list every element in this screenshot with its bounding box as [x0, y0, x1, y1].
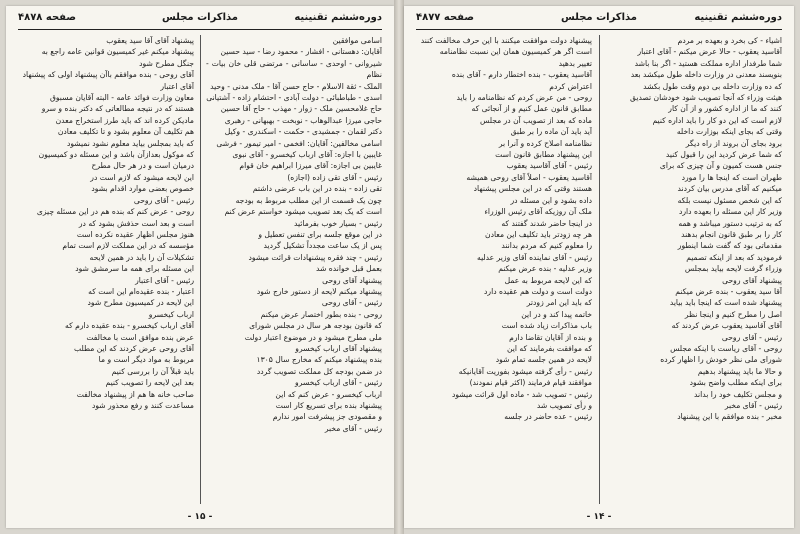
book-gutter	[394, 0, 404, 534]
text-line: الملک - ثقة الاسلام - حاج حسن آقا - ملک مدنی - وحید	[210, 81, 382, 91]
text-line: پیشنهاد آقای آقا سید یعقوب	[106, 36, 194, 45]
text-line: حاج غلامحسین ملک - زوار - مهذب - حاج آقا حسین	[220, 104, 382, 114]
text-line: رئیس - آقای مخبر	[324, 423, 382, 433]
text-line: جنس هست کمیون و آن چیزی که برای	[659, 161, 782, 171]
text-line: اعتراض کردم	[549, 81, 592, 91]
page-number-label: صفحه ۴۸۷۸	[18, 12, 77, 23]
text-line: عرض بنده موافق است با مخالفت	[86, 332, 194, 342]
text-line: که این شخص مسئول نیست بلکه	[677, 195, 782, 205]
text-line: رئیس - بسیار خوب بفرمائید	[294, 218, 382, 228]
text-line: روحی - بنده بطور اختصار عرض میکنم	[260, 309, 382, 319]
text-line: میکنیم که آقای مدرس بیان کردند	[677, 184, 782, 194]
text-line: هستند که در نتیجه مطالعاتی که دکتر بنده و سرو	[41, 104, 194, 114]
text-line: آقای ارباب کیخسرو - بنده عقیده دارم که	[65, 321, 194, 331]
text-line: رئیس - آقای مخبر	[724, 401, 782, 410]
text-line: مساعدت کنند و رفع محذور شود	[91, 401, 194, 410]
page-header	[18, 12, 382, 26]
text-line: بنویسند معدنی در وزارت داخله طول میکشد بعد	[630, 70, 782, 80]
text-line: که شما عرض کردید این را قبول کنید	[665, 150, 782, 160]
column-divider	[599, 35, 600, 504]
text-line: پیشنهاد آقای روحی	[322, 275, 382, 285]
text-line: رئیس - آقای نماینده آقای وزیر عدلیه	[477, 252, 592, 262]
text-line: بنده پیشنهاد میکنم که مخارج سال ۱۳۰۵	[256, 355, 382, 365]
text-line: برای اینکه مطلب واضح بشود	[689, 378, 782, 388]
text-line: برود بجای آن بروند از راه دیگر	[685, 138, 782, 148]
text-line: شیروانی - اوحدی - ساسانی - مرتضی قلی خان بیات - نظام	[206, 58, 382, 80]
text-line: در این موقع جلسه برای تنفس تعطیل و	[258, 229, 382, 239]
column-divider	[200, 35, 201, 504]
text-line: تغییر بدهید	[558, 58, 592, 68]
text-line: بعد این لایحه را تصویب کنیم	[105, 378, 194, 388]
text-line: پیشنهاد دولت موافقت میکنند با این حرف مخالفت کنند	[420, 36, 592, 45]
text-line: مادیکن کرده اند که باید طرز استخراج معدن	[55, 115, 194, 125]
text-line: غایبین بی اجازه: آقای میرزا ابراهیم خان قوام	[239, 161, 382, 171]
text-line: رئیس - آقای آقاسید یعقوب	[506, 161, 592, 171]
text-line: ارباب کیخسرو	[148, 309, 194, 319]
text-line: باید قبلاً آن را بررسی کنیم	[111, 366, 194, 376]
text-line: رئیس - چند فقره پیشنهادات قرائت میشود	[248, 252, 382, 262]
text-line: اصل را مطرح کنیم و اینجا نظر	[684, 309, 782, 319]
text-line: رئیس - آقای ارباب کیخسرو	[295, 378, 382, 388]
text-line: مخبر - بنده موافقم با این پیشنهاد	[677, 412, 782, 422]
text-line: که قانون بودجه هر سال در مجلس شورای	[249, 321, 382, 331]
text-line: آقای روحی - بنده موافقم باآن پیشنهاد اولی که پیشنهاد	[22, 70, 194, 80]
text-line: این مسئله برای همه ما سرمشق شود	[75, 264, 194, 274]
text-line: آقا سید یعقوب - بنده عرض میکنم	[675, 286, 782, 296]
text-line: که باید این امر زودتر	[526, 298, 592, 308]
text-line: نظامنامه اصلاح کرده و آنرا بر	[498, 138, 592, 148]
text-line: رئیس - تصویب شد - ماده اول قرائت میشود	[451, 389, 592, 399]
text-line: اسامی مخالفین: آقایان: افخمی - امیر تیمور - فرشی	[216, 138, 382, 148]
text-line: رئیس - آقای روحی	[721, 332, 782, 342]
text-line: در اینجا حاضر شدند گفتند که	[501, 218, 592, 228]
text-line: پیشنهاد میکنم لایحه از دستور خارج شود	[256, 286, 382, 296]
text-column-left	[416, 35, 592, 504]
text-line: درمیان است و در هر حال مطرح	[91, 161, 194, 171]
text-line: و مجلس تکلیف خود را بداند	[694, 389, 782, 399]
text-line: که به ترتیب دستور میباشد و همه	[678, 218, 782, 228]
text-line: مقدماتی بود که گفت شما اینطور	[677, 241, 782, 251]
text-line: دکتر لقمان - جمشیدی - حکمت - اسکندری - وکیل	[224, 127, 382, 137]
text-line: و حالا ما باید پیشنهاد بدهیم	[697, 366, 782, 376]
text-line: پیشنهاد بنده برای تسریع کار است	[275, 401, 382, 410]
page-footer-number: - ۱۴ -	[586, 512, 612, 522]
session-label: دوره‌ششم تقنینیه	[694, 12, 782, 23]
text-line: کنند که ما از اداره کشور و از آن کار	[668, 104, 782, 114]
header-rule	[416, 29, 782, 30]
text-line: ارباب کیخسرو - عرض کنم که این	[275, 389, 382, 399]
text-line: اشیاء - کی بخرد و بعهده بر مردم	[677, 36, 782, 45]
text-line: که موکول بعدازآن باشد و این مسئله دو کمیسیون	[38, 150, 194, 160]
text-line: کار را بر طبق قانون انجام بدهند	[681, 229, 782, 239]
text-line: اسامی موافقین	[332, 36, 382, 45]
text-line: ملک آن روزیکه آقای رئیس الوزراء	[484, 207, 592, 217]
text-line: طهران است که اینجا ها را مورد	[681, 172, 782, 182]
header-rule	[18, 29, 382, 30]
text-line: چون یک قسمت از این مطلب مربوط به بودجه	[235, 195, 382, 205]
text-line: وزراء گرفت لایحه بیاید بمجلس	[684, 264, 782, 274]
right-page	[404, 6, 794, 528]
text-line: ملی مطرح میشود و در موضوع اعتبار دولت	[244, 332, 382, 342]
text-line: آقای روحی عرض کردند که این مطلب	[74, 343, 194, 353]
text-line: رئیس - آقای روحی	[321, 298, 382, 308]
text-line: جنگل مطرح شود	[139, 58, 194, 68]
text-line: معاون وزارت فوائد عامه - البته آقایان مسبوق	[49, 93, 194, 103]
header-title: مذاکرات مجلس	[560, 12, 638, 23]
text-line: پیشنهاد آقای ارباب کیخسرو	[295, 343, 382, 353]
text-line: موافقند قیام فرمایند (اکثر قیام نمودند)	[469, 378, 592, 388]
text-line: هستند وقتی که در این مجلس پیشنهاد	[473, 184, 592, 194]
session-label: دوره‌ششم تقنینیه	[294, 12, 382, 23]
page-header	[416, 12, 782, 26]
text-line: در ضمن بودجه کل مملکت تصویب گردد	[256, 366, 382, 376]
text-line: بعمل قبل خوانده شد	[316, 264, 382, 274]
text-line: وزیر کار این مسئله را بعهده دارد	[679, 207, 782, 217]
left-page	[6, 6, 394, 528]
text-line: که این لایحه مربوط به عمل	[504, 275, 592, 285]
text-line: روحی - آقای ریاست با اینکه مجلس	[670, 343, 782, 353]
text-line: هنوز مجلس اظهار عقیده نکرده است	[76, 229, 194, 239]
text-line: پیشنهاد شده است که اینجا باید بیاید	[669, 298, 782, 308]
text-line: داده بشود و این مسئله در	[510, 195, 592, 205]
text-line: تشکیلات آن را باید در همین لایحه	[89, 252, 194, 262]
text-line: و مقصودی جز پیشرفت امور ندارم	[272, 412, 382, 422]
text-column-right	[206, 35, 382, 504]
text-line: روحی - من عرض کردم که نظامنامه را باید	[456, 93, 592, 103]
text-line: مطابق قانون عمل کنیم و از آنجائی که	[471, 104, 592, 114]
text-line: است که یک بعد تصویب میشود خواستم عرض کنم	[224, 207, 382, 217]
text-line: آقای آقاسید یعقوب عرض کردند که	[671, 321, 782, 331]
text-line: مؤسسه که در این مملکت لازم است تمام	[62, 241, 194, 251]
text-line: فرمودید که بعد از اینکه تصمیم	[686, 252, 782, 262]
text-line: است اگر هر کمیسیون همان این نسبت نظامنامه	[439, 47, 592, 57]
text-line: غایبین با اجازه: آقای ارباب کیخسرو - آقای نبوی	[232, 150, 382, 160]
text-line: مربوط به مواد دیگر است و ما	[98, 355, 194, 365]
text-line: آقایان: دهستانی - افشار - محمود رضا - سید حسین	[220, 47, 382, 57]
text-column-left	[18, 35, 194, 504]
text-line: رئیس - آقای اعتبار	[135, 275, 194, 285]
text-line: را معلوم کنیم که مردم بدانند	[501, 241, 592, 251]
text-line: پیشنهاد آقای روحی	[722, 275, 782, 285]
text-line: آقاسید یعقوب - حالا عرض میکنم - آقای اعتبار	[637, 47, 782, 57]
text-line: رئیس - عده حاضر در جلسه	[504, 412, 592, 422]
text-line: خاتمه پیدا کند و در این	[521, 309, 592, 319]
text-line: شما طرفدار اداره مملکت هستید - اگر بنا باشد	[634, 58, 782, 68]
text-line: که باید بمجلس بیاید معلوم نشود نمیشود	[66, 138, 194, 148]
text-line: رئیس - آقای روحی	[133, 195, 194, 205]
text-line: وزیر عدلیه - بنده عرض میکنم	[498, 264, 592, 274]
text-line: که ده وزارت داخله بی دوم وقت طول بکشد	[643, 81, 782, 91]
text-line: رئیس - آقای تقی زاده (اجازه)	[287, 172, 382, 182]
text-line: وقتی که بجای اینکه بوزارت داخله	[676, 127, 782, 137]
text-line: این پیشنهاد مطابق قانون است	[495, 150, 592, 160]
text-line: صاحب خانه ها هم از پیشنهاد مخالفت	[76, 389, 194, 399]
text-line: دولت است و دولت هم عقیده دارد	[484, 286, 592, 296]
text-line: هم تکلیف آن معلوم بشود و تا تکلیف معادن	[57, 127, 194, 137]
text-line: است و بعد است حذفش بشود که در	[78, 218, 194, 228]
text-line: آقاسید یعقوب - اصلاً آقای روحی همیشه	[466, 172, 592, 182]
text-line: هیئت وزراء که آنجا تصویب شود خودشان تصدیق	[630, 93, 782, 103]
text-line: و بنده از آقایان تقاضا دارم	[509, 332, 592, 342]
text-line: باب مذاکرات زیاد شده است	[501, 321, 592, 331]
text-line: این لایحه در کمیسیون مطرح شود	[87, 298, 194, 308]
text-line: پیشنهاد میکنم غیر کمیسیون قوانین عامه راجع به	[41, 47, 194, 57]
text-line: تقی زاده - بنده در این باب عرضی داشتم	[252, 184, 382, 194]
text-line: شورای ملی نظر خودش را اظهار کرده	[660, 355, 782, 365]
page-footer-number: - ۱۵ -	[187, 512, 213, 522]
text-line: و رأی تصویب شد	[536, 401, 592, 410]
text-column-right	[606, 35, 782, 504]
text-line: آقاسید یعقوب - بنده اختطار دارم - آقای بنده	[451, 70, 592, 80]
text-line: رئیس - رأی گرفته میشود بفوریت آقایانیکه	[458, 366, 592, 376]
text-line: ماده که بعد از تصویب آن در مجلس	[480, 115, 592, 125]
text-line: خصوص بعضی موارد اقدام بشود	[91, 184, 194, 194]
text-line: روحی - عرض کنم که بنده هم در این مسئله چیزی	[36, 207, 194, 217]
header-title: مذاکرات مجلس	[161, 12, 239, 23]
text-line: اعتبار - بنده عقیده‌ام این است که	[88, 286, 194, 296]
text-line: اسدی - طباطبائی - دولت آبادی - احتشام زاده - آشتیانی	[206, 93, 382, 103]
text-line: هر چه زودتر باید تکلیف این معادن	[485, 229, 592, 239]
text-line: لایحه در همین جلسه تمام شود	[495, 355, 592, 365]
text-line: حاجی میرزا عبدالوهاب - نوبخت - بهبهانی - رهبری	[224, 115, 382, 125]
text-line: آقای اعتبار	[160, 81, 194, 91]
text-line: پس از یک ساعت مجدداً تشکیل گردید	[263, 241, 382, 251]
text-line: آید باید آن ماده را بر طبق	[510, 127, 592, 137]
page-number-label: صفحه ۴۸۷۷	[416, 12, 475, 23]
text-line: که موافقت بفرمایند که این	[507, 343, 592, 353]
text-line: لازم است که این دو کار را باید اداره کنیم	[652, 115, 782, 125]
text-line: این لایحه میشود که لازم است در	[90, 172, 194, 182]
